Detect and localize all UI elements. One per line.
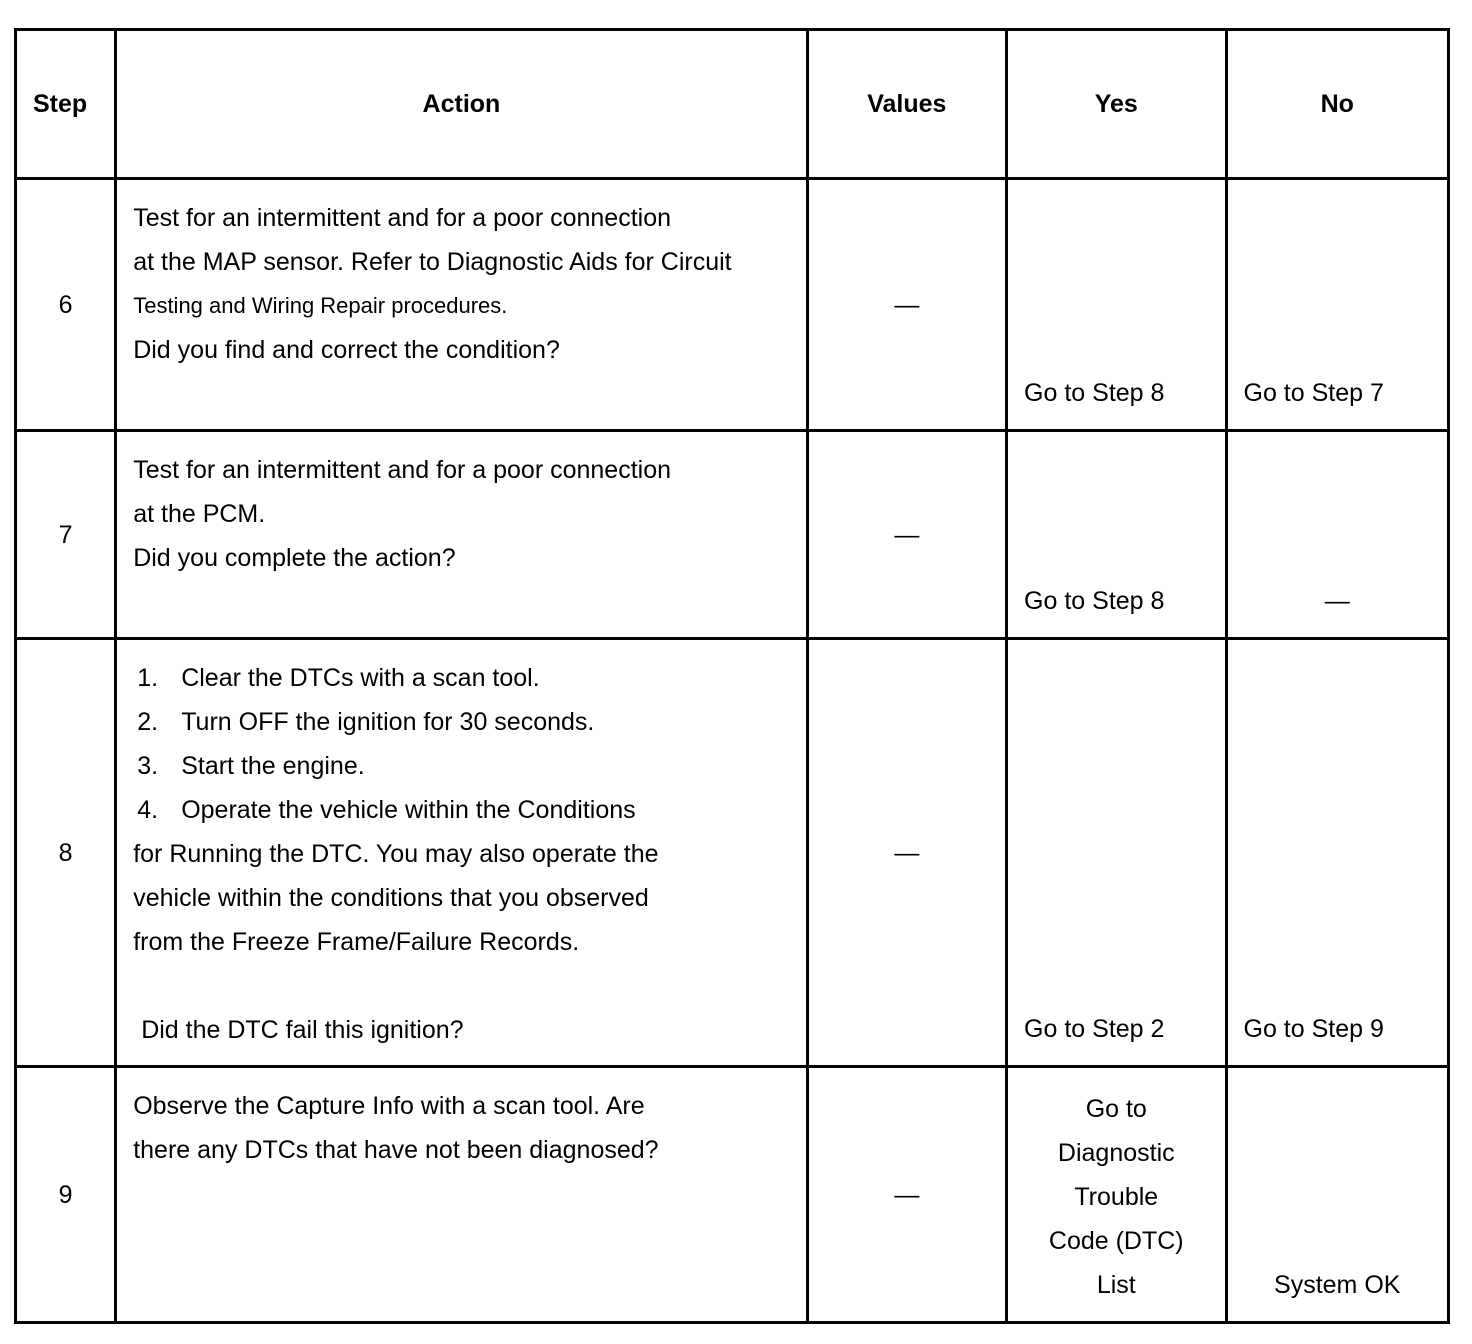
action-line: Test for an intermittent and for a poor connection: [133, 456, 672, 484]
header-no: No: [1226, 30, 1449, 179]
yes-cell: Go to Diagnostic Trouble Code (DTC) List: [1007, 1067, 1226, 1323]
action-line: at the PCM.: [133, 500, 266, 528]
action-line: for Running the DTC. You may also operate the: [133, 840, 659, 868]
values-cell: —: [807, 431, 1006, 639]
action-line: from the Freeze Frame/Failure Records.: [133, 928, 580, 956]
table-row-step-9: [16, 1067, 1449, 1323]
yes-cell: Go to Step 8: [1007, 179, 1226, 431]
no-cell: Go to Step 7: [1226, 179, 1449, 431]
list-item: 1. Clear the DTCs with a scan tool.: [137, 664, 540, 692]
yes-cell: Go to Step 8: [1007, 431, 1226, 639]
action-line: Test for an intermittent and for a poor connection: [133, 204, 672, 232]
list-item: 4. Operate the vehicle within the Conditions: [137, 796, 636, 824]
values-cell: —: [807, 639, 1006, 1067]
values-cell: —: [807, 1067, 1006, 1323]
action-line: Observe the Capture Info with a scan tool. Are: [133, 1092, 645, 1120]
list-item: 2. Turn OFF the ignition for 30 seconds.: [137, 708, 595, 736]
table-row-step-7: [16, 431, 1449, 639]
action-cell: [116, 431, 807, 639]
no-cell: —: [1226, 431, 1449, 639]
table-row-step-8: [16, 639, 1449, 1067]
step-number: 8: [16, 639, 116, 1067]
action-line: there any DTCs that have not been diagnosed?: [133, 1136, 659, 1164]
step-number: 9: [16, 1067, 116, 1323]
action-line: Testing and Wiring Repair procedures.: [133, 293, 508, 318]
action-line: vehicle within the conditions that you observed: [133, 884, 649, 912]
diagnostic-table: [14, 28, 1450, 1324]
action-cell: [116, 179, 807, 431]
header-step: Step: [16, 30, 116, 179]
action-line: at the MAP sensor. Refer to Diagnostic Aids for Circuit: [133, 248, 732, 276]
header-values: Values: [807, 30, 1006, 179]
list-item: 3. Start the engine.: [137, 752, 365, 780]
action-cell: [116, 639, 807, 1067]
yes-cell: Go to Step 2: [1007, 639, 1226, 1067]
step-number: 6: [16, 179, 116, 431]
step-number: 7: [16, 431, 116, 639]
action-question: Did you complete the action?: [133, 544, 456, 572]
table-row-step-6: [16, 179, 1449, 431]
header-row: [16, 30, 1449, 179]
action-question: Did the DTC fail this ignition?: [141, 1016, 464, 1044]
action-cell: [116, 1067, 807, 1323]
no-cell: System OK: [1226, 1067, 1449, 1323]
no-cell: Go to Step 9: [1226, 639, 1449, 1067]
header-action: Action: [116, 30, 807, 179]
values-cell: —: [807, 179, 1006, 431]
header-yes: Yes: [1007, 30, 1226, 179]
action-question: Did you find and correct the condition?: [133, 336, 560, 364]
